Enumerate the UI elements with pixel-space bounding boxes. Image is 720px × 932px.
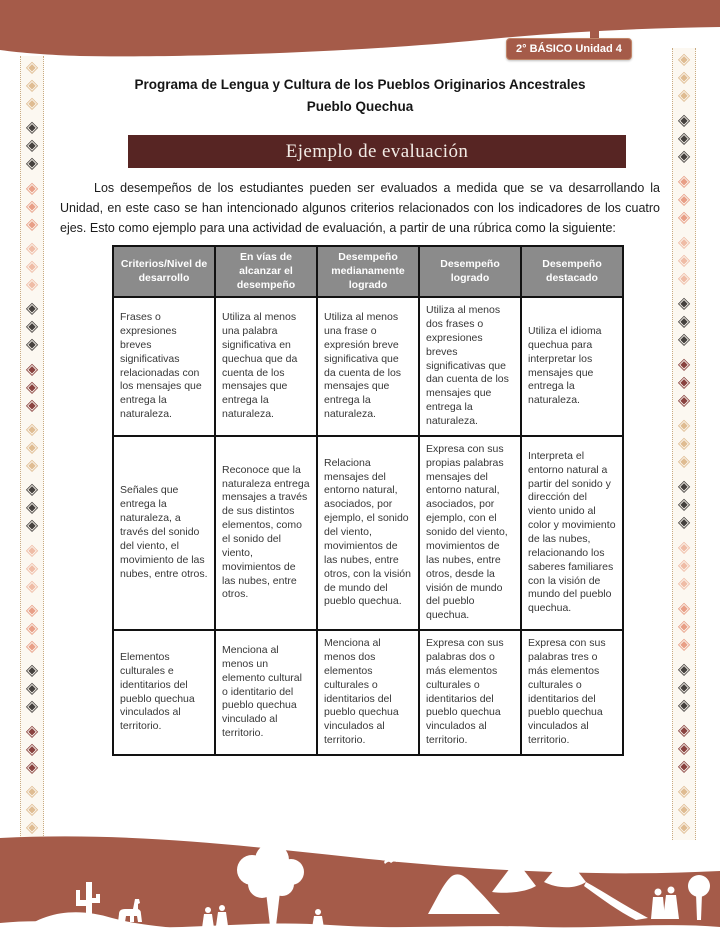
rubric-cell: Frases o expresiones breves significativas relacionadas con los mensajes que entrega la naturaleza. — [113, 297, 215, 436]
table-row — [113, 436, 623, 630]
footer-landscape-illustration — [0, 830, 720, 932]
rubric-cell: Menciona al menos dos elementos culturales o identitarios del pueblo quechua vinculados al territorio. — [317, 630, 419, 755]
table-row — [113, 297, 623, 436]
rubric-cell: Expresa con sus palabras dos o más elementos culturales o identitarios del pueblo quechua vinculados al territorio. — [419, 630, 521, 755]
rubric-header-en-vias: En vías de alcanzar el desempeño — [215, 246, 317, 297]
rubric-cell: Reconoce que la naturaleza entrega mensajes a través de sus distintos elementos, como el sonido del viento, movimientos de las nubes, entre otros. — [215, 436, 317, 630]
rubric-cell: Expresa con sus propias palabras mensajes del entorno natural, asociados, por ejemplo, con el sonido del viento, movimientos de las nubes, entre otros, desde la visión de mundo del pueblo quechua. — [419, 436, 521, 630]
unit-badge — [506, 38, 632, 60]
rubric-header-criteria: Criterios/Nivel de desarrollo — [113, 246, 215, 297]
evaluation-rubric-table — [112, 245, 624, 756]
table-row — [113, 630, 623, 755]
left-decorative-border: ◈ ◈ ◈ ◈ ◈ ◈ ◈ ◈ ◈ ◈ ◈ ◈ ◈ ◈ ◈ ◈ ◈ ◈ ◈ ◈ ◈ ◈ ◈ ◈ ◈ ◈ ◈ ◈ ◈ ◈ ◈ ◈ ◈ ◈ ◈ ◈ ◈ ◈ ◈ — [20, 56, 44, 840]
rubric-cell: Utiliza al menos una palabra significativa en quechua que da cuenta de los mensajes que entrega la naturaleza. — [215, 297, 317, 436]
rubric-cell: Elementos culturales e identitarios del pueblo quechua vinculados al territorio. — [113, 630, 215, 755]
rubric-cell: Relaciona mensajes del entorno natural, asociados, por ejemplo, el sonido del viento, movimientos de las nubes, entre otros, con la visión de mundo del pueblo quechua. — [317, 436, 419, 630]
rubric-cell: Expresa con sus palabras tres o más elementos culturales o identitarios del pueblo quechua vinculados al territorio. — [521, 630, 623, 755]
main-content — [60, 74, 660, 756]
rubric-header-medianamente: Desempeño medianamente logrado — [317, 246, 419, 297]
rubric-header-logrado: Desempeño logrado — [419, 246, 521, 297]
rubric-cell: Utiliza al menos dos frases o expresiones breves significativas que dan cuenta de los mensajes que entrega la naturaleza. — [419, 297, 521, 436]
rubric-cell: Utiliza el idioma quechua para interpretar los mensajes que entrega la naturaleza. — [521, 297, 623, 436]
rubric-cell: Menciona al menos un elemento cultural o identitario del pueblo quechua vinculado al territorio. — [215, 630, 317, 755]
section-banner-title: Ejemplo de evaluación — [285, 140, 469, 162]
rubric-cell: Interpreta el entorno natural a partir del sonido y dirección del viento unido al color y movimiento de las nubes, relacionando los saberes familiares con la visión de mundo del pueblo quechua. — [521, 436, 623, 630]
right-decorative-border: ◈ ◈ ◈ ◈ ◈ ◈ ◈ ◈ ◈ ◈ ◈ ◈ ◈ ◈ ◈ ◈ ◈ ◈ ◈ ◈ ◈ ◈ ◈ ◈ ◈ ◈ ◈ ◈ ◈ ◈ ◈ ◈ ◈ ◈ ◈ ◈ ◈ ◈ ◈ — [672, 48, 696, 840]
rubric-cell: Utiliza al menos una frase o expresión breve significativa que da cuenta de los mensajes que entrega la naturaleza. — [317, 297, 419, 436]
intro-paragraph: Los desempeños de los estudiantes pueden ser evaluados a medida que se va desarrollando la Unidad, en este caso se han intencionado algunos criterios relacionados con los indicadores de los cuatro ejes. Esto como ejemplo para una actividad de evaluación, a partir de una rúbrica como la siguiente: — [60, 181, 660, 235]
program-title-line2: Pueblo Quechua — [306, 99, 414, 114]
rubric-header-destacado: Desempeño destacado — [521, 246, 623, 297]
unit-badge-label: 2° BÁSICO Unidad 4 — [516, 43, 622, 55]
rubric-cell: Señales que entrega la naturaleza, a través del sonido del viento, el movimiento de las nubes, entre otros. — [113, 436, 215, 630]
rubric-header-row — [113, 246, 623, 297]
program-title-line1: Programa de Lengua y Cultura de los Pueblos Originarios Ancestrales — [134, 77, 586, 92]
section-banner — [128, 135, 626, 168]
